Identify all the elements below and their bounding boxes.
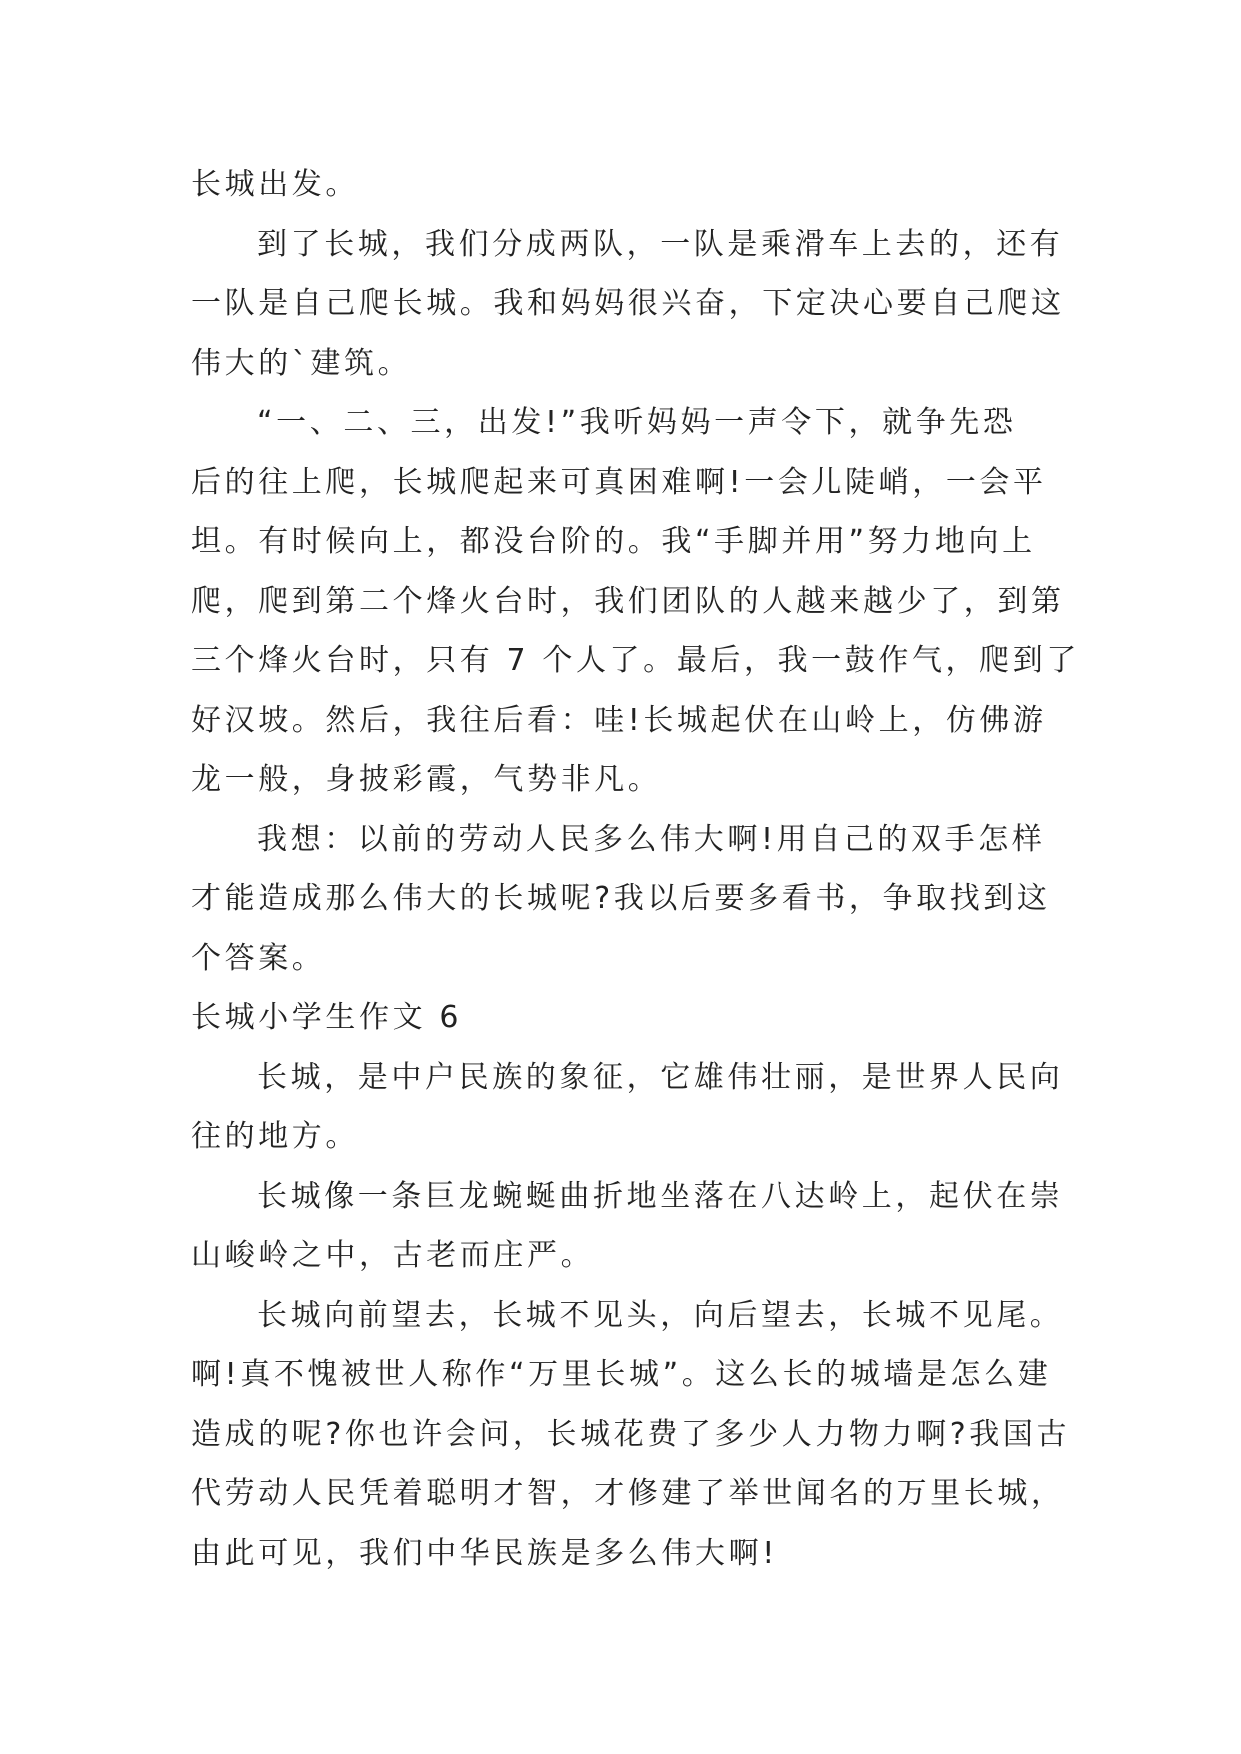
text-line: 啊!真不愧被世人称作“万里长城”。这么长的城墙是怎么建 bbox=[191, 1357, 1052, 1392]
text-line: 龙一般，身披彩霞，气势非凡。 bbox=[191, 762, 662, 797]
text-line: 山峻岭之中，古老而庄严。 bbox=[191, 1238, 595, 1273]
text-line: 到了长城，我们分成两队，一队是乘滑车上去的，还有 bbox=[257, 226, 1064, 262]
text-line: 才能造成那么伟大的长城呢?我以后要多看书，争取找到这 bbox=[191, 881, 1051, 916]
essay-body bbox=[191, 155, 1080, 1583]
section-title: 长城小学生作文 6 bbox=[191, 1000, 463, 1035]
text-line: 长城，是中户民族的象征，它雄伟壮丽，是世界人民向 bbox=[257, 1059, 1064, 1095]
text-line: 我想：以前的劳动人民多么伟大啊!用自己的双手怎样 bbox=[257, 821, 1046, 857]
text-line: 长城出发。 bbox=[191, 167, 359, 202]
text-line: 好汉坡。然后，我往后看：哇!长城起伏在山岭上，仿佛游 bbox=[191, 702, 1047, 738]
text-line: 长城像一条巨龙蜿蜒曲折地坐落在八达岭上，起伏在崇 bbox=[257, 1178, 1064, 1214]
text-line: 往的地方。 bbox=[191, 1119, 359, 1154]
text-line: 代劳动人民凭着聪明才智，才修建了举世闻名的万里长城， bbox=[191, 1476, 1065, 1511]
text-line: 三个烽火台时，只有 7 个人了。最后，我一鼓作气，爬到了 bbox=[191, 643, 1080, 678]
text-line: 一队是自己爬长城。我和妈妈很兴奋，下定决心要自己爬这 bbox=[191, 286, 1065, 321]
text-line: “一、二、三，出发!”我听妈妈一声令下，就争先恐 bbox=[257, 405, 1017, 440]
text-line: 后的往上爬，长城爬起来可真困难啊!一会儿陡峭，一会平 bbox=[191, 464, 1047, 500]
text-line: 个答案。 bbox=[191, 940, 326, 976]
text-line: 坦。有时候向上，都没台阶的。我“手脚并用”努力地向上 bbox=[191, 524, 1036, 559]
text-line: 由此可见，我们中华民族是多么伟大啊! bbox=[191, 1535, 778, 1571]
text-line: 伟大的`建筑。 bbox=[191, 345, 412, 381]
text-line: 长城向前望去，长城不见头，向后望去，长城不见尾。 bbox=[257, 1297, 1064, 1333]
text-line: 造成的呢?你也许会问，长城花费了多少人力物力啊?我国古 bbox=[191, 1416, 1071, 1452]
text-line: 爬，爬到第二个烽火台时，我们团队的人越来越少了，到第 bbox=[191, 583, 1065, 619]
